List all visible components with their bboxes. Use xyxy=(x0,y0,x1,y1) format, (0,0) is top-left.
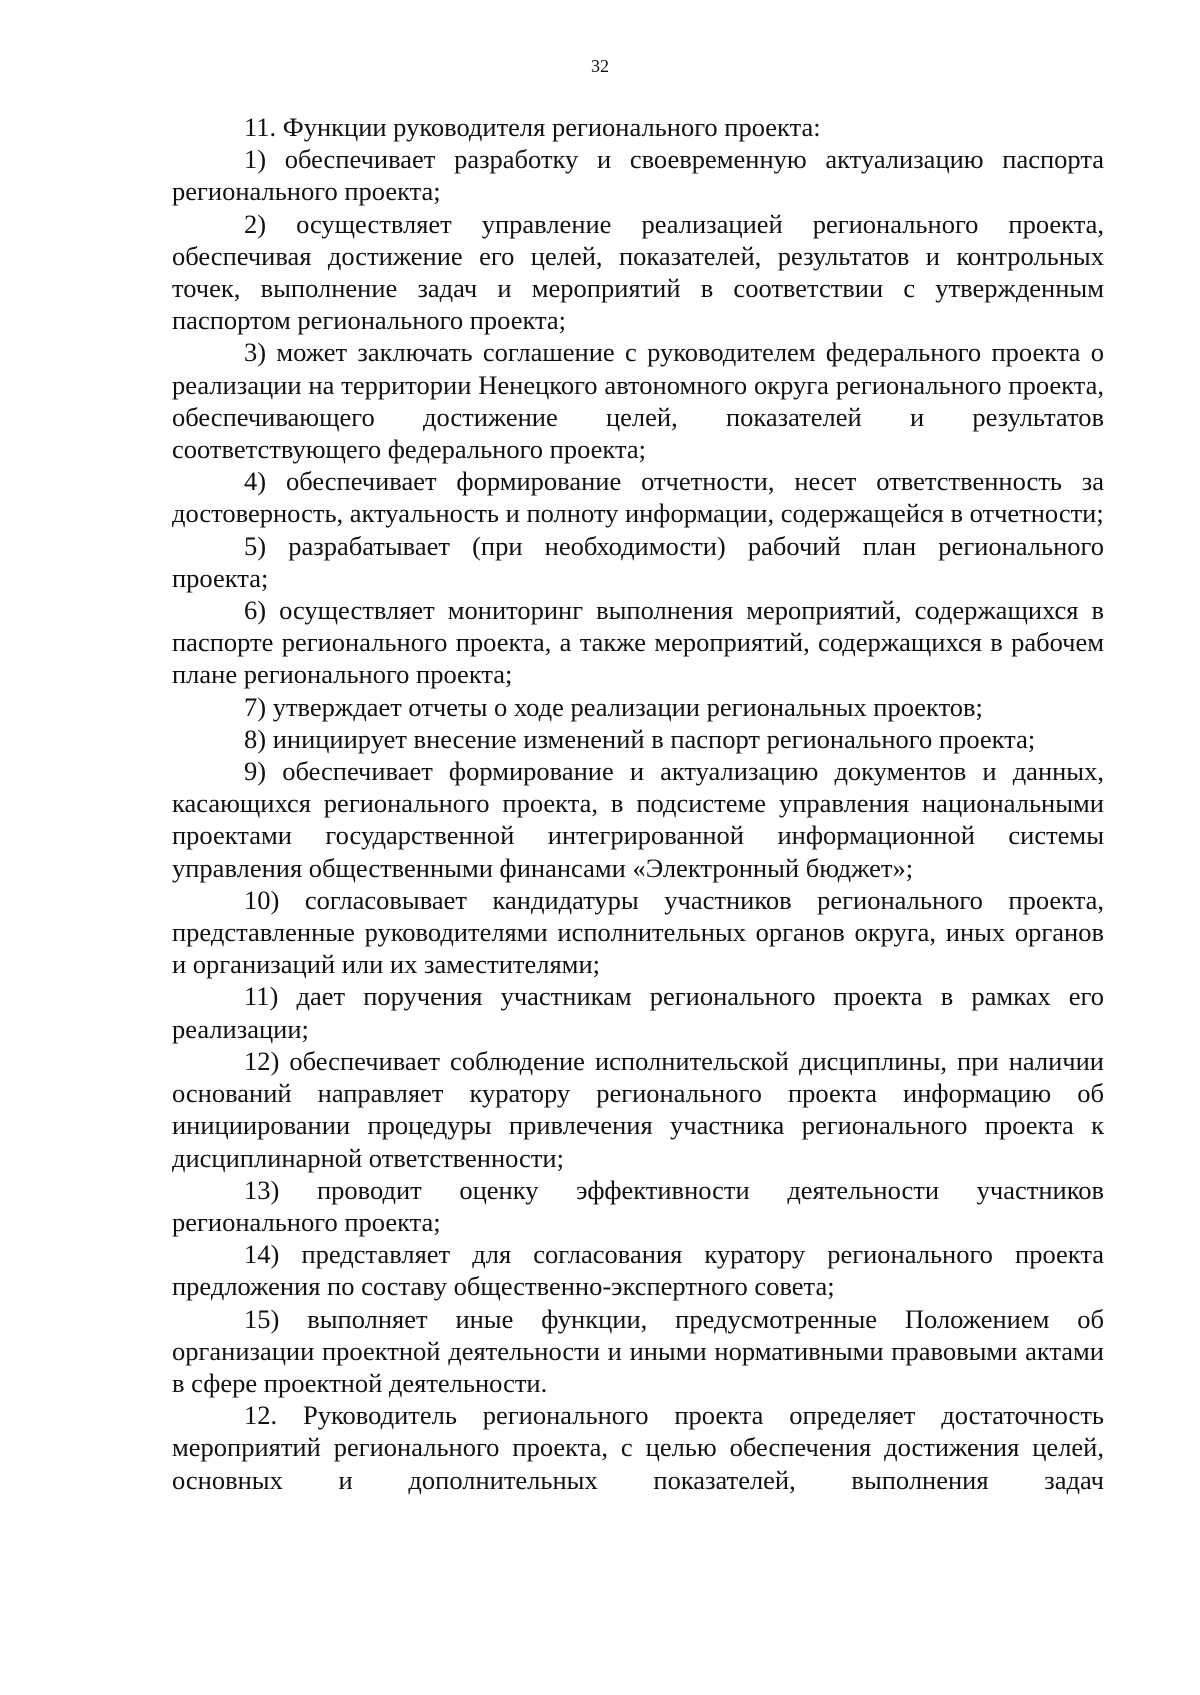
page-number: 32 xyxy=(591,56,609,76)
document-body xyxy=(172,111,1104,1496)
list-item-14: 14) представляет для согласования куратору регионального проекта предложения по составу общественно-экспертного совета; xyxy=(172,1239,1104,1302)
list-item-10: 10) согласовывает кандидатуры участников регионального проекта, представленные руководителями исполнительных органов округа, иных органов и организаций или их заместителями; xyxy=(172,884,1104,980)
list-item-9: 9) обеспечивает формирование и актуализацию документов и данных, касающихся регионального проекта, в подсистеме управления национальными проектами государственной интегрированной информационной системы управления общественными финансами «Электронный бюджет»; xyxy=(172,756,1104,883)
list-item-3: 3) может заключать соглашение с руководителем федерального проекта о реализации на территории Ненецкого автономного округа регионального проекта, обеспечивающего достижение целей, показателей и результатов соответствующего федерального проекта; xyxy=(172,337,1104,465)
list-item-13: 13) проводит оценку эффективности деятельности участников регионального проекта; xyxy=(172,1174,1104,1237)
list-item-1: 1) обеспечивает разработку и своевременную актуализацию паспорта регионального проекта; xyxy=(172,144,1104,207)
list-item-6: 6) осуществляет мониторинг выполнения мероприятий, содержащихся в паспорте регионального проекта, а также мероприятий, содержащихся в рабочем плане регионального проекта; xyxy=(172,595,1104,690)
list-item-15: 15) выполняет иные функции, предусмотренные Положением об организации проектной деятельности и иными нормативными правовыми актами в сфере проектной деятельности. xyxy=(172,1303,1104,1398)
list-item-7: 7) утверждает отчеты о ходе реализации региональных проектов; xyxy=(244,691,983,722)
list-item-5: 5) разрабатывает (при необходимости) рабочий план регионального проекта; xyxy=(172,530,1104,593)
paragraph-section-11-heading: 11. Функции руководителя регионального проекта: xyxy=(244,112,821,142)
paragraph-section-12: 12. Руководитель регионального проекта определяет достаточность мероприятий регионального проекта, с целью обеспечения достижения целей, основных и дополнительных показателей, выполнения задач xyxy=(172,1400,1104,1495)
list-item-2: 2) осуществляет управление реализацией регионального проекта, обеспечивая достижение его целей, показателей, результатов и контрольных точек, выполнение задач и мероприятий в соответствии с утвержденным паспортом регионального проекта; xyxy=(172,208,1104,336)
list-item-12: 12) обеспечивает соблюдение исполнительской дисциплины, при наличии оснований направляет куратору регионального проекта информацию об инициировании процедуры привлечения участника регионального проекта к дисциплинарной ответственности; xyxy=(172,1045,1104,1173)
list-item-8: 8) инициирует внесение изменений в паспорт регионального проекта; xyxy=(244,723,1036,754)
list-item-4: 4) обеспечивает формирование отчетности, несет ответственность за достоверность, актуальность и полноту информации, содержащейся в отчетности; xyxy=(172,466,1104,529)
list-item-11: 11) дает поручения участникам регионального проекта в рамках его реализации; xyxy=(172,981,1104,1044)
